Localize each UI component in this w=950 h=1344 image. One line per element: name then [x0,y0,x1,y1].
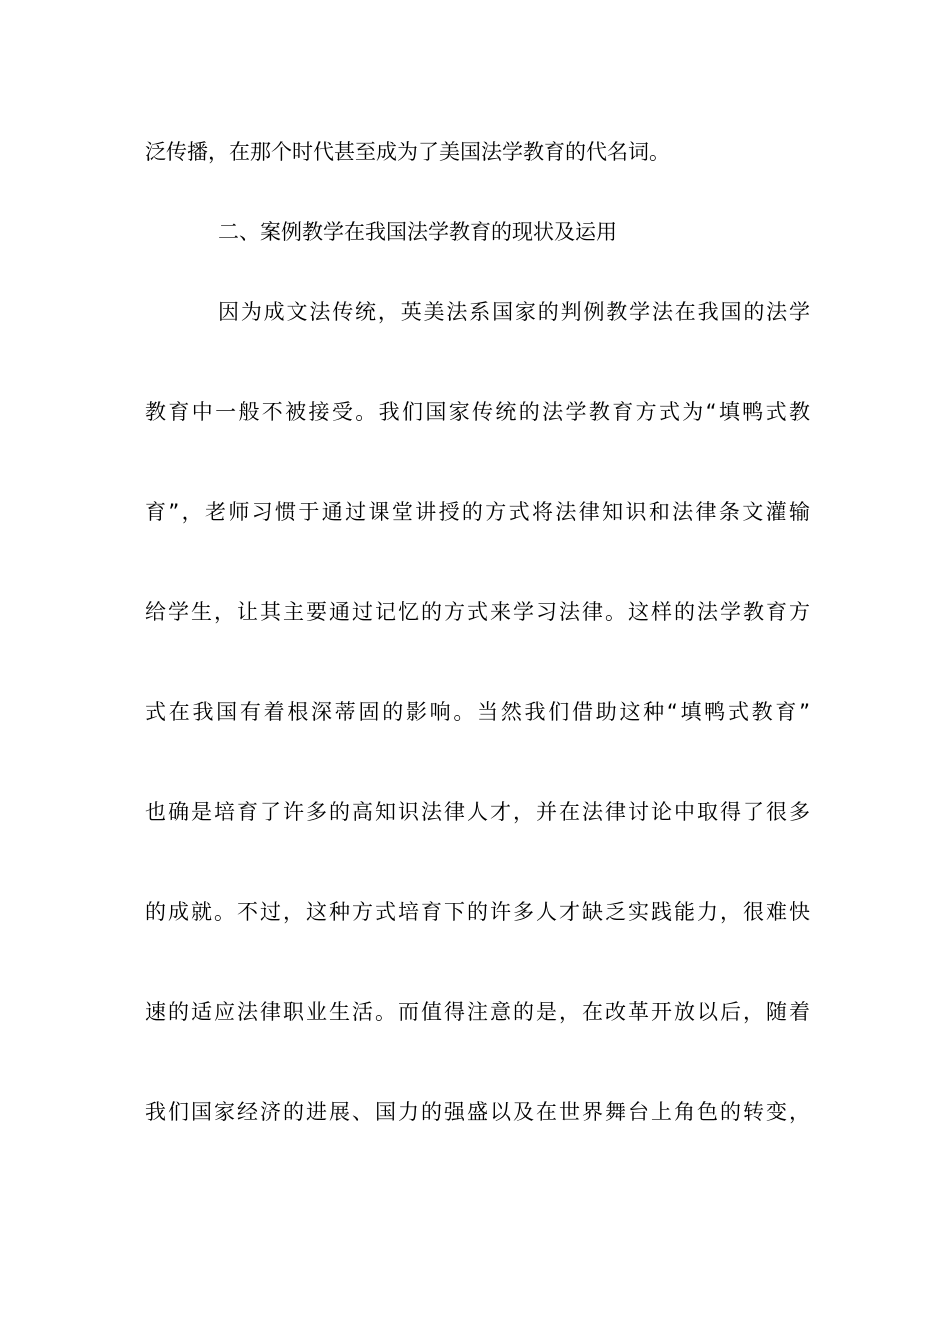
paragraph-line-2: 因为成文法传统，英美法系国家的判例教学法在我国的法学 [218,300,810,324]
paragraph-line-5: 给学生，让其主要通过记忆的方式来学习法律。这样的法学教育方 [145,600,810,624]
paragraph-line-9: 速的适应法律职业生活。而值得注意的是，在改革开放以后，随着 [145,1000,810,1024]
paragraph-line-3: 教育中一般不被接受。我们国家传统的法学教育方式为“填鸭式教 [145,400,810,424]
paragraph-line-6: 式在我国有着根深蒂固的影响。当然我们借助这种“填鸭式教育” [145,700,810,724]
paragraph-line-7: 也确是培育了许多的高知识法律人才，并在法律讨论中取得了很多 [145,800,810,824]
paragraph-line-8: 的成就。不过，这种方式培育下的许多人才缺乏实践能力，很难快 [145,900,810,924]
section-heading: 二、案例教学在我国法学教育的现状及运用 [218,220,617,244]
paragraph-line-4: 育”，老师习惯于通过课堂讲授的方式将法律知识和法律条文灌输 [145,500,810,524]
paragraph-line-1: 泛传播，在那个时代甚至成为了美国法学教育的代名词。 [145,140,670,164]
paragraph-line-10: 我们国家经济的进展、国力的强盛以及在世界舞台上角色的转变， [145,1100,810,1124]
